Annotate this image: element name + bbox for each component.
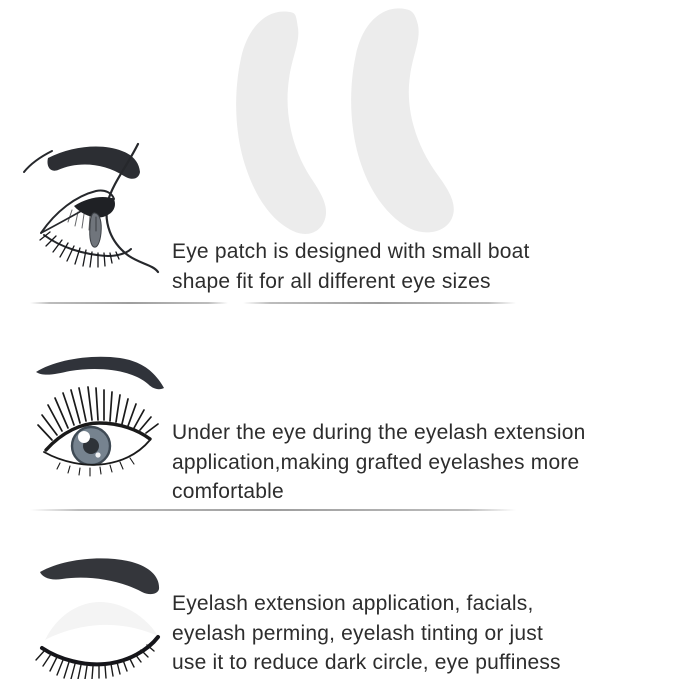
closed-eye-illustration xyxy=(36,558,159,679)
eyebrow xyxy=(36,357,164,389)
caption-line: use it to reduce dark circle, eye puffiness xyxy=(172,651,561,674)
open-eye-illustration xyxy=(36,357,164,476)
caption-line: application,making grafted eyelashes more xyxy=(172,450,580,474)
eyebrow xyxy=(47,147,140,179)
caption-line: eyelash perming, eyelash tinting or just xyxy=(172,621,544,645)
caption-line: shape fit for all different eye sizes xyxy=(172,269,491,293)
eyebrow xyxy=(40,558,159,594)
eye-patch-right xyxy=(351,8,454,232)
closed-lid xyxy=(45,602,158,640)
iris xyxy=(72,427,110,465)
fanned-lashes xyxy=(36,645,154,679)
caption-comfort xyxy=(172,418,586,507)
lower-lashes xyxy=(40,232,119,267)
section-divider xyxy=(30,509,516,511)
caption-line: Eye patch is designed with small boat xyxy=(172,240,530,263)
adhesive-drop xyxy=(90,213,102,247)
section-divider xyxy=(243,302,516,304)
caption-line: Eyelash extension application, facials, xyxy=(172,592,534,615)
section-divider xyxy=(30,302,228,304)
side-eye-illustration xyxy=(24,144,158,272)
caption-line: Under the eye during the eyelash extension xyxy=(172,421,586,444)
eye-patch-left xyxy=(236,11,326,234)
lash-line xyxy=(42,637,158,664)
caption-fit xyxy=(172,237,530,296)
caption-line: comfortable xyxy=(172,480,284,503)
eye-patch-pair xyxy=(236,8,454,234)
caption-uses xyxy=(172,589,561,678)
